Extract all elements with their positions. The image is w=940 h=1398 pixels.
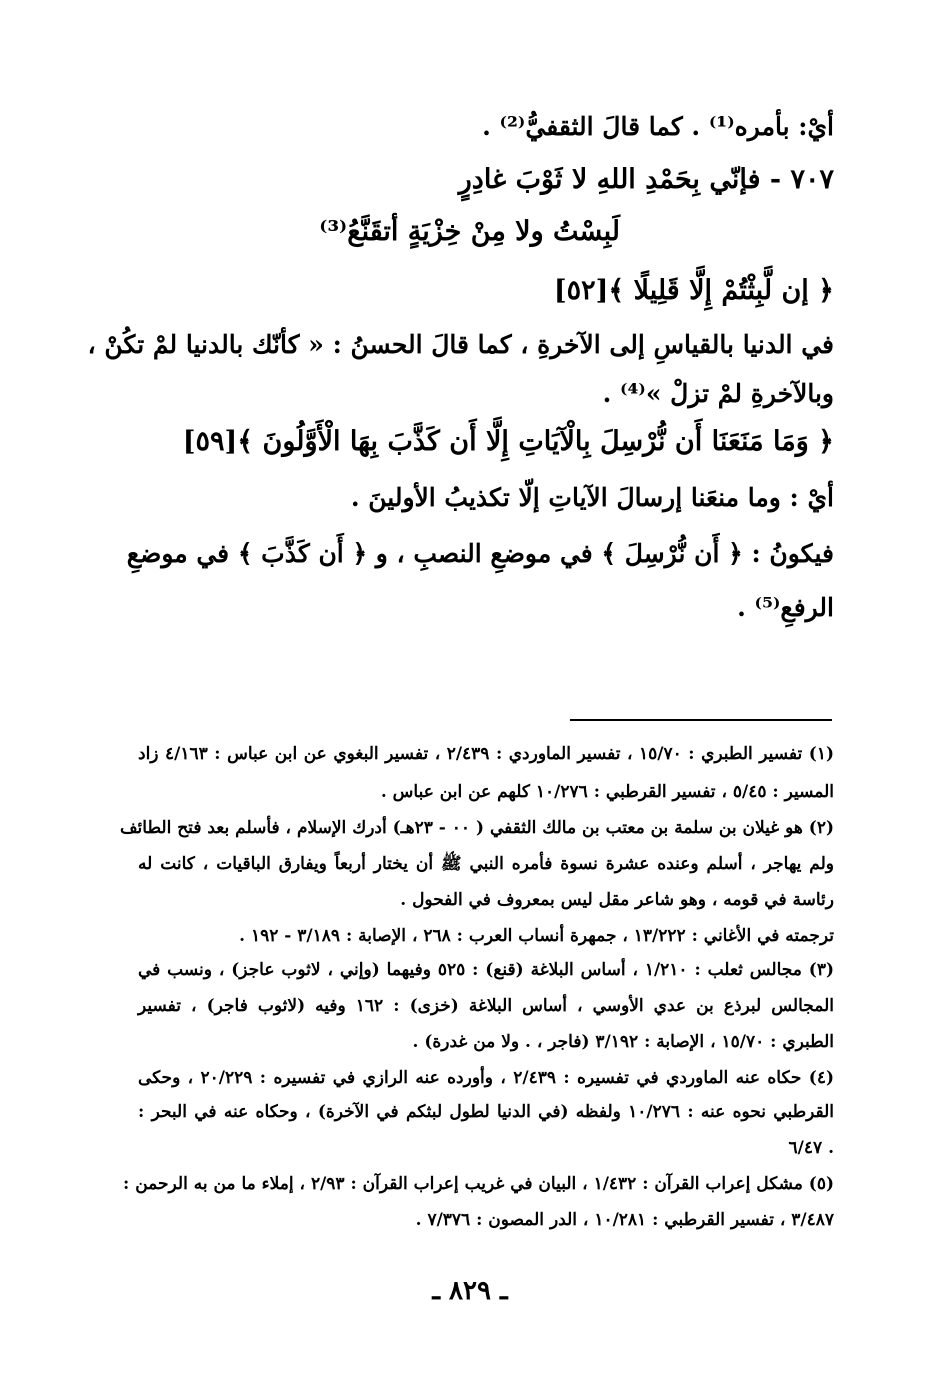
body-line-9: فيكونُ : ﴿ أَن نُّرْسِلَ ﴾ في موضعِ النصبِ ، و ﴿ أَن كَذَّبَ ﴾ في موضعِ xyxy=(126,539,834,568)
footnote-line-5: رئاسة في قومه ، وهو شاعر مقل ليس بمعروف في الفحول . xyxy=(400,890,834,910)
quran-verse-59: ﴿ وَمَا مَنَعَنَا أَن نُّرْسِلَ بِالْآيَاتِ إِلَّا أَن كَذَّبَ بِهَا الْأَوَّلُونَ ﴾[٥٩] xyxy=(182,426,834,457)
body-line-6: وبالآخرةِ لمْ تزلْ »⁽⁴⁾ . xyxy=(602,379,834,408)
footnote-line-2: المسير : ٥/٤٥ ، تفسير القرطبي : ١٠/٢٧٦ كلهم عن ابن عباس . xyxy=(380,782,834,802)
footnote-line-14: ٣/٤٨٧ ، تفسير القرطبي : ١٠/٢٨١ ، الدر المصون : ٧/٣٧٦ . xyxy=(415,1210,834,1230)
quran-verse-52: ﴿ إن لَّبِثْتُمْ إِلَّا قَلِيلًا ﴾[٥٢] xyxy=(553,275,834,306)
footnote-line-13: (٥) مشكل إعراب القرآن : ١/٤٣٢ ، البيان في غريب إعراب القرآن : ٢/٩٣ ، إملاء ما من به الرحمن : xyxy=(123,1174,834,1194)
poem-line-2: لَبِسْتُ ولا مِنْ خِزْيَةٍ أتقَنَّعُ⁽³⁾ xyxy=(319,216,620,247)
footnote-line-10: (٤) حكاه عنه الماوردي في تفسيره : ٢/٤٣٩ ، وأورده عنه الرازي في تفسيره : ٢٠/٢٢٩ ، وحكى xyxy=(138,1068,834,1088)
footnote-line-9: الطبري : ١٥/٧٠ ، الإصابة : ٣/١٩٢ (فاجر ، . ولا من غدرة) . xyxy=(412,1032,834,1052)
body-line-10: الرفعِ⁽⁵⁾ . xyxy=(737,593,834,622)
footnote-line-12: ٦/٤٧ . xyxy=(788,1138,834,1158)
footnote-line-3: (٢) هو غيلان بن سلمة بن معتب بن مالك الثقفي ( ٠٠ - ٢٣هـ) أدرك الإسلام ، فأسلم بعد فتح الطائف xyxy=(119,818,834,838)
footnote-line-7: (٣) مجالس ثعلب : ١/٢١٠ ، أساس البلاغة (قنع) : ٥٢٥ وفيهما (وإني ، لاثوب عاجز) ، ونسب في xyxy=(138,960,834,980)
body-line-5: في الدنيا بالقياسِ إلى الآخرةِ ، كما قالَ الحسنُ : « كأنّك بالدنيا لمْ تكُنْ ، xyxy=(87,330,834,359)
footnote-line-4: ولم يهاجر ، أسلم وعنده عشرة نسوة فأمره النبي ﷺ أن يختار أربعاً ويفارق الباقيات ، كانت له xyxy=(138,854,834,874)
page-number: ـ ٨٢٩ ـ xyxy=(432,1276,508,1306)
body-line-8: أيْ : وما منعَنا إرسالَ الآياتِ إلّا تكذيبُ الأولينَ . xyxy=(350,483,834,512)
footnote-line-8: المجالس لبرذع بن عدي الأوسي ، أساس البلاغة (خزى) : ١٦٢ وفيه (لاثوب فاجر) ، تفسير xyxy=(138,996,834,1016)
body-line-1: أيْ: بأمره⁽¹⁾ . كما قالَ الثقفيُّ⁽²⁾ . xyxy=(482,112,834,141)
footnote-line-6: ترجمته في الأغاني : ١٣/٢٢٢ ، جمهرة أنساب العرب : ٢٦٨ ، الإصابة : ٣/١٨٩ - ١٩٢ . xyxy=(239,926,834,946)
footnote-line-1: (١) تفسير الطبري : ١٥/٧٠ ، تفسير الماوردي : ٢/٤٣٩ ، تفسير البغوي عن ابن عباس : ٤/١٦٣ زاد xyxy=(138,744,835,764)
footnote-line-11: القرطبي نحوه عنه : ١٠/٢٧٦ ولفظه (في الدنيا لطول لبثكم في الآخرة) ، وحكاه عنه في البحر : xyxy=(138,1102,834,1122)
poem-line-1: ٧٠٧ - فإنّي بِحَمْدِ اللهِ لا ثَوْبَ غادِرٍ xyxy=(458,164,834,195)
footnote-separator xyxy=(570,719,832,721)
